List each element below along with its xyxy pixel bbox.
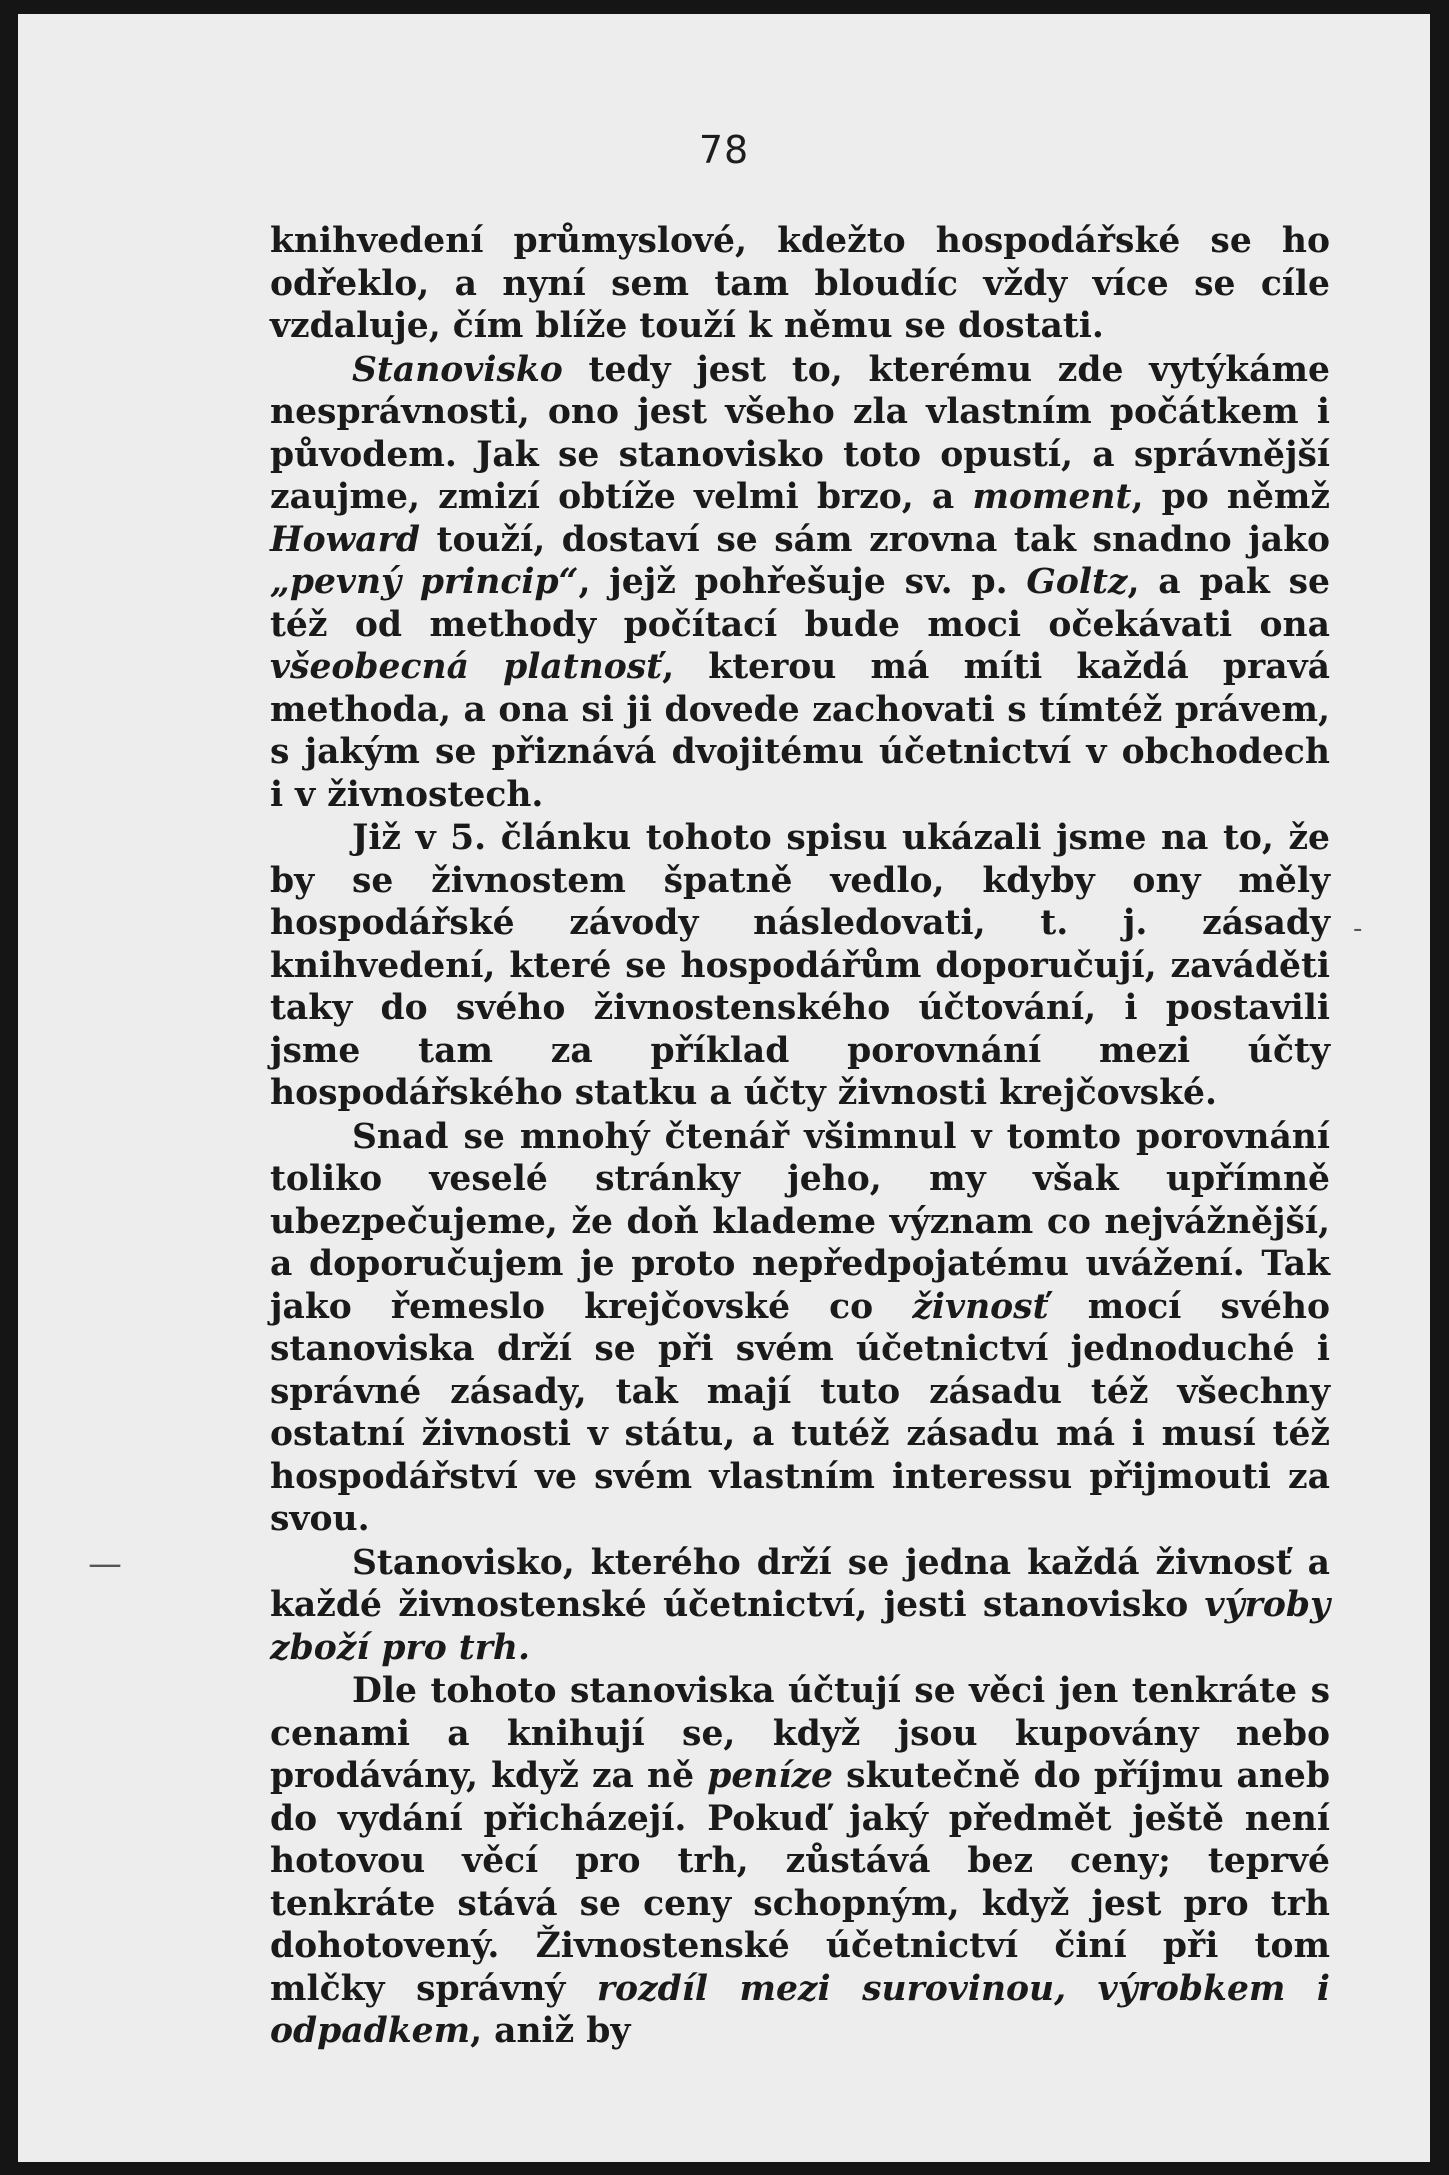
italic-run: Goltz (1026, 562, 1128, 602)
margin-dash-mark: — (88, 1544, 122, 1584)
italic-run: „pevný princip“ (270, 562, 579, 602)
text-run: Již v 5. článku tohoto spisu ukázali jsme na to, že by se živnostem špatně vedlo, kdyby ony měly hospodářské závody následovati, t. j. zásady knihvedení, které se hospodářům doporučují, zaváděti taky do svého živnostenského účtování, i postavili jsme tam za příklad porovnání mezi účty hospodářského statku a účty živnosti krejčovské. (270, 818, 1330, 1113)
text-run: , a pak se též od methody počítací bude moci očekávati ona (270, 562, 1331, 645)
text-run: , aniž by (470, 2011, 631, 2051)
italic-run: výroby zboží pro trh. (270, 1585, 1330, 1668)
text-run: knihvedení průmyslové, kdežto hospodářské se ho odřeklo, a nyní sem tam bloudíc vždy více se cíle vzdaluje, čím blíže touží k němu se dostati. (270, 221, 1330, 346)
italic-run: rozdíl mezi surovinou, výrobkem i odpadkem (270, 1968, 1331, 2051)
text-run: , po němž (1131, 477, 1330, 517)
text-run: , kterou má míti každá pravá methoda, a ona si ji dovede zachovati s tímtéž právem, s jakým se přiznává dvojitému účetnictví v obchodech i v živnostech. (270, 647, 1330, 815)
text-run: Snad se mnohý čtenář všimnul v tomto porovnání toliko veselé stránky jeho, my však upřímně ubezpečujeme, že doň klademe význam co nejvážnější, a doporučujem je proto nepředpojatému uvážení. Tak jako řemeslo krejčovské co (270, 1116, 1330, 1327)
italic-run: moment (972, 477, 1132, 517)
paragraph (270, 1670, 1330, 2053)
text-run: Stanovisko, kterého drží se jedna každá živnosť a každé živnostenské účetnictví, jesti stanovisko (270, 1542, 1330, 1625)
text-run: skutečně do příjmu aneb do vydání přicházejí. Pokuď jaký předmět ještě není hotovou věcí pro trh, zůstává bez ceny; teprvé tenkráte stává se ceny schopným, když jest pro trh dohotovený. Živnostenské účetnictví činí při tom mlčky správný (270, 1756, 1330, 2009)
text-run: tedy jest to, kterému zde vytýkáme nesprávnosti, ono jest všeho zla vlastním počátkem i původem. Jak se stanovisko toto opustí, a správnější zaujme, zmizí obtíže velmi brzo, a (270, 349, 1330, 517)
margin-dash-mark: - (1353, 914, 1363, 944)
book-page (18, 14, 1430, 2162)
paragraph (270, 220, 1330, 348)
text-run: touží, dostaví se sám zrovna tak snadno jako (419, 519, 1330, 560)
paragraph (270, 1116, 1330, 1541)
page-number: 78 (698, 128, 750, 172)
body-text (270, 220, 1330, 2054)
italic-run: Stanovisko (352, 349, 563, 390)
text-run: , jejž pohřešuje sv. p. (578, 562, 1027, 602)
paragraph (270, 817, 1330, 1115)
italic-run: peníze (707, 1756, 834, 1796)
italic-run: Howard (270, 519, 420, 560)
paragraph (270, 1542, 1330, 1670)
paragraph (270, 349, 1330, 817)
text-run: Dle tohoto stanoviska účtují se věci jen tenkráte s cenami a knihují se, když jsou kupovány nebo prodávány, když za ně (270, 1671, 1330, 1796)
italic-run: všeobecná platnosť (270, 647, 663, 687)
text-run: mocí svého stanoviska drží se při svém účetnictví jednoduché i správné zásady, tak mají tuto zásadu též všechny ostatní živnosti v státu, a tutéž zásadu má i musí též hospodářství ve svém vlastním interessu přijmouti za svou. (270, 1286, 1330, 1539)
italic-run: živnosť (912, 1286, 1049, 1327)
